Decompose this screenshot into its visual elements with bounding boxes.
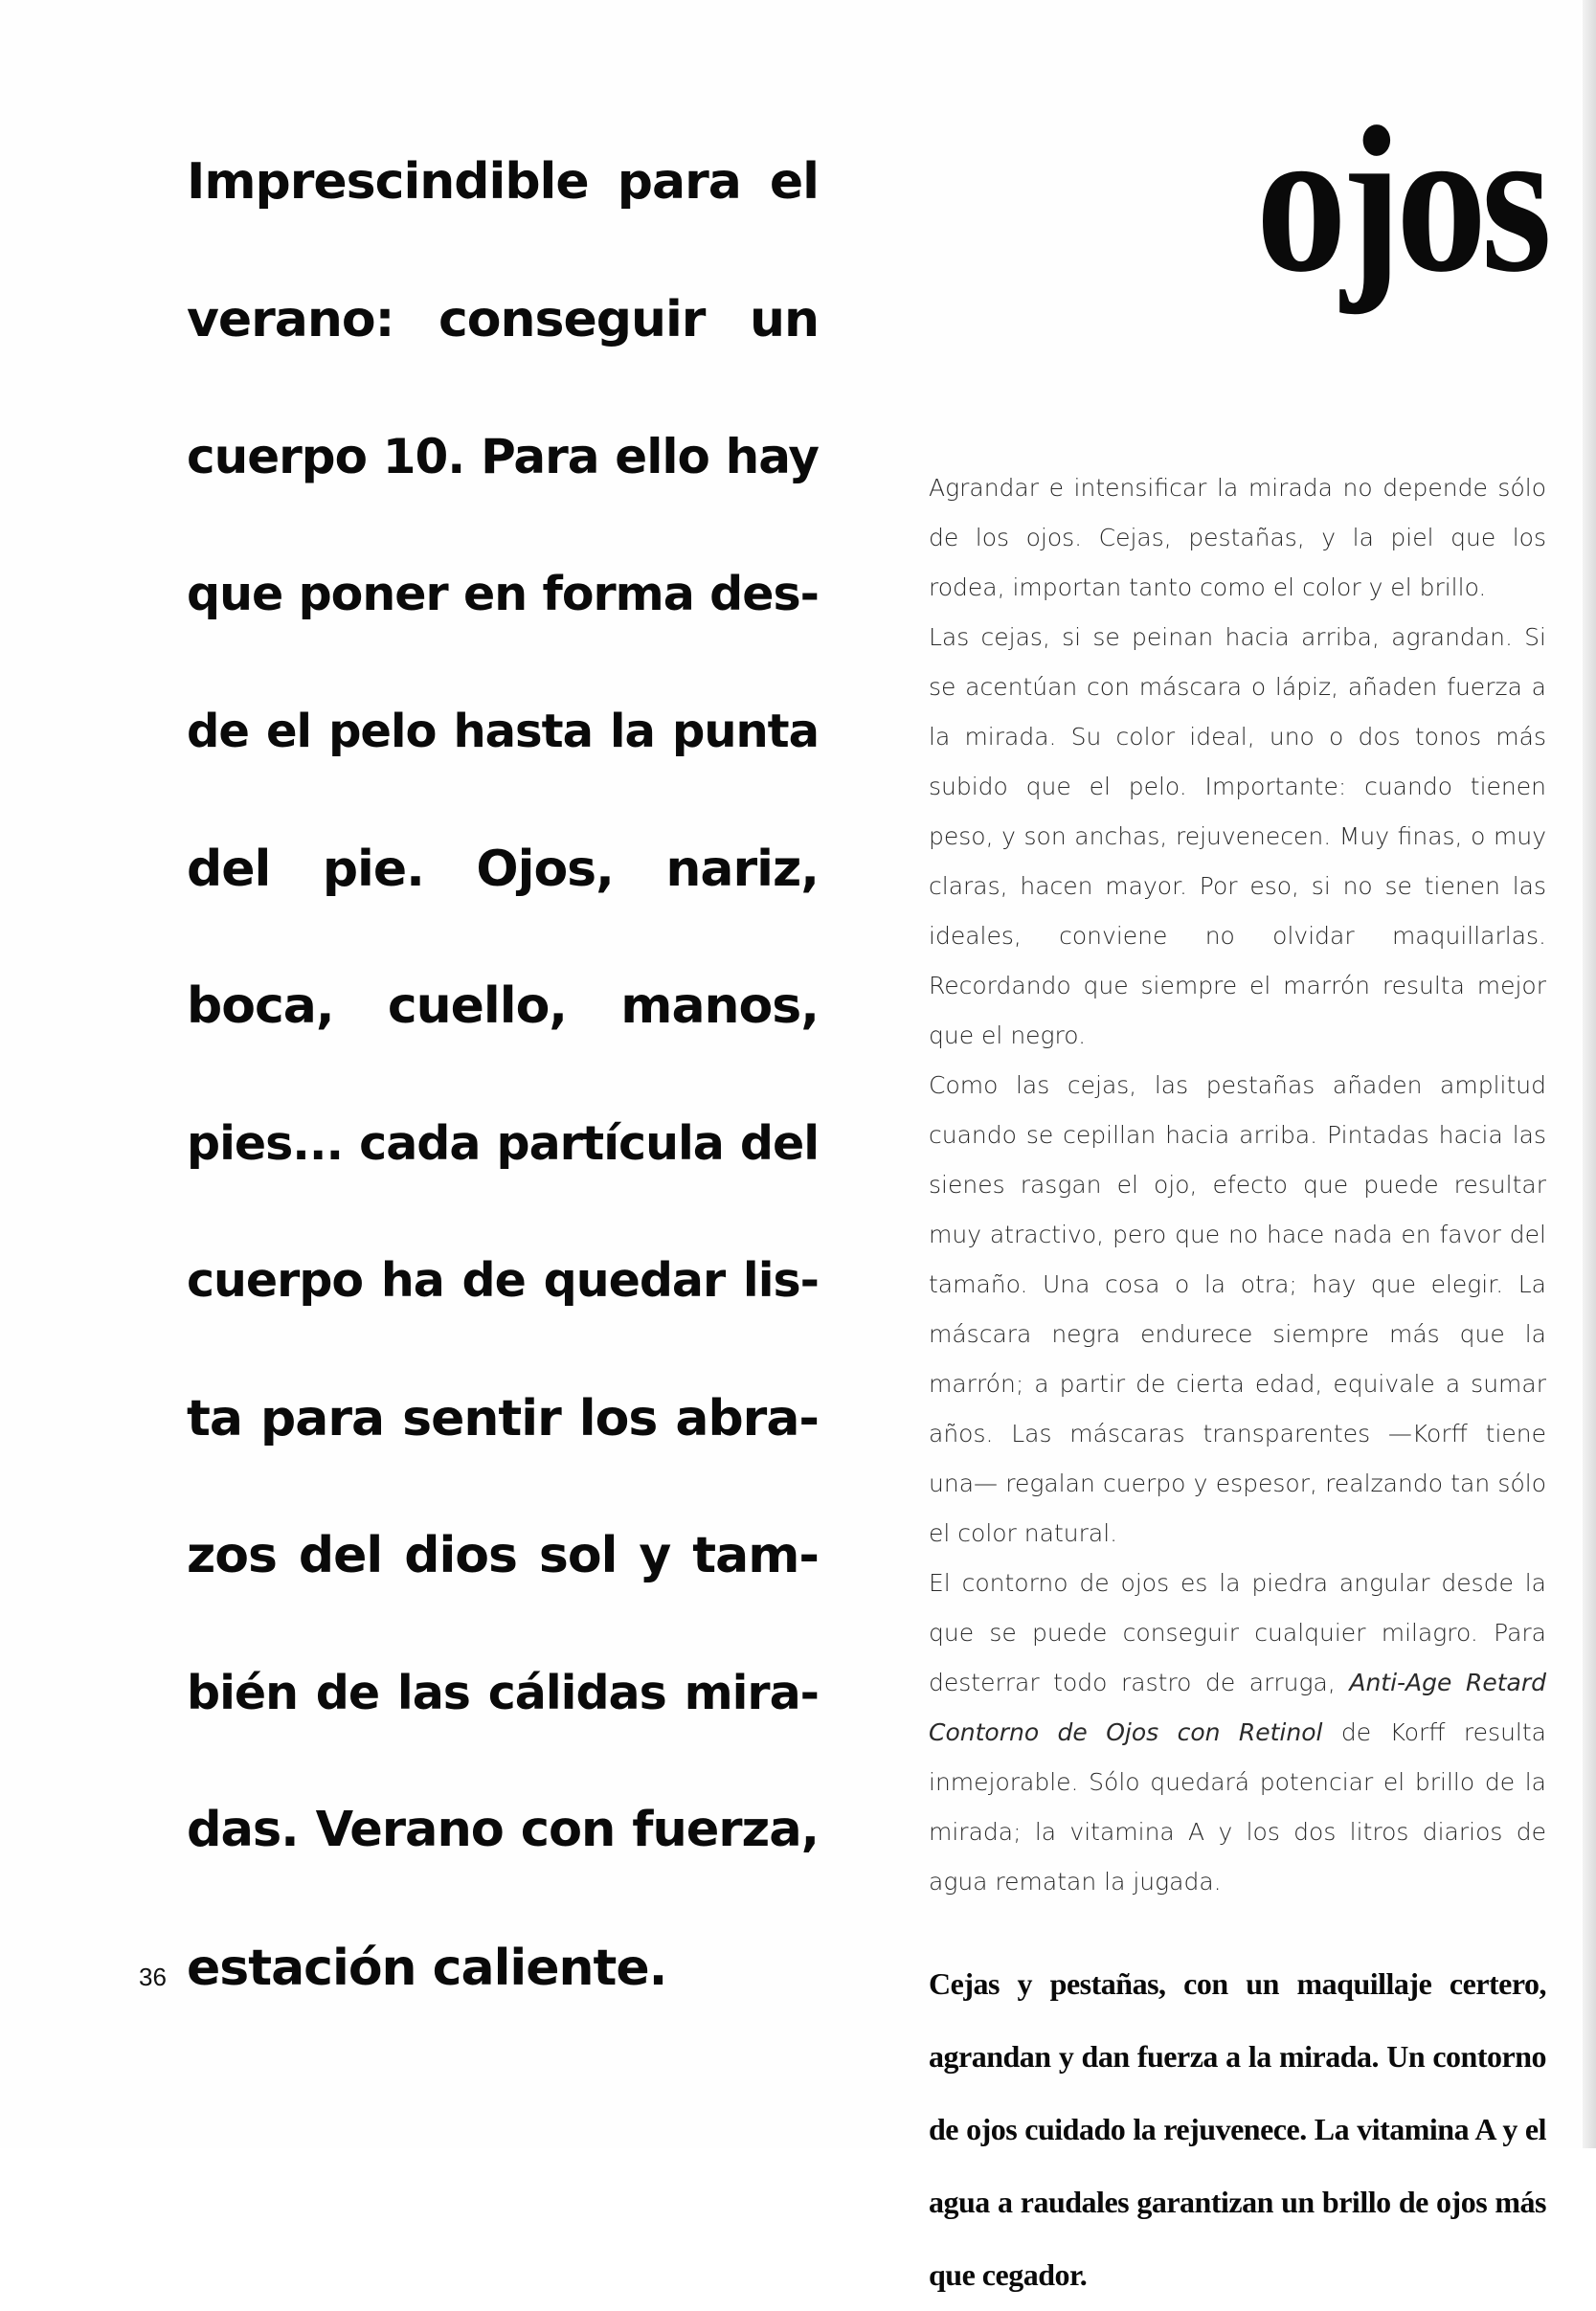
intro-line: verano: conseguir un [187,290,819,348]
article-body [929,463,1546,1907]
intro-line: que poner en forma des- [187,566,819,621]
page-number: 36 [139,1963,167,1991]
body-text: El contorno de ojos es la piedra angular desde la que se puede conseguir cualquier milagro. Para desterrar todo rastro de arruga, [929,1569,1546,1696]
product-name: Anti-Age Retard Contorno de Ojos con Retinol [929,1669,1546,1746]
body-paragraph: Agrandar e intensificar la mirada no depende sólo de los ojos. Cejas, pestañas, y la piel que los rodea, importan tanto como el color y el brillo. [929,474,1546,601]
intro-line: estación caliente. [187,1939,667,1997]
intro-line: boca, cuello, manos, [187,977,819,1035]
intro-line: del pie. Ojos, nariz, [187,840,819,898]
page-edge-shadow [1583,0,1596,2148]
body-paragraph: Las cejas, si se peinan hacia arriba, agrandan. Si se acentúan con máscara o lápiz, añaden fuerza a la mirada. Su color ideal, uno o dos tonos más subido que el pelo. Importante: cuando tienen peso, y son anchas, rejuvenecen. Muy finas, o muy claras, hacen mayor. Por eso, si no se tienen las ideales, conviene no olvidar maquillarlas. Recordando que siempre el marrón resulta mejor que el negro. [929,623,1546,1049]
summary-text: Cejas y pestañas, con un maquillaje certero, agrandan y dan fuerza a la mirada. Un contorno de ojos cuidado la rejuvenece. La vitamina A y el agua a raudales garantizan un brillo de ojos más que cegador. [929,1966,1546,2292]
intro-column [187,134,819,2057]
intro-line: cuerpo ha de quedar lis- [187,1253,819,1308]
intro-line: de el pelo hasta la punta [187,705,819,758]
intro-line: Imprescindible para el [187,153,819,211]
intro-line: ta para sentir los abra- [187,1389,819,1447]
intro-line: cuerpo 10. Para ello hay [187,429,819,484]
intro-line: das. Verano con fuerza, [187,1802,819,1858]
body-text: de Korff resulta inmejorable. Sólo quedará potenciar el brillo de la mirada; la vitamina A y los dos litros diarios de agua rematan la jugada. [929,1718,1546,1896]
body-paragraph [929,1559,1546,1907]
article-title: ojos [1255,84,1546,316]
article-column [929,84,1546,2311]
intro-line: zos del dios sol y tam- [187,1527,819,1584]
intro-line: bién de las cálidas mira- [187,1665,819,1720]
article-summary [929,1947,1546,2311]
intro-line: pies... cada partícula del [187,1115,819,1171]
body-paragraph: Como las cejas, las pestañas añaden amplitud cuando se cepillan hacia arriba. Pintadas hacia las sienes rasgan el ojo, efecto que puede resultar muy atractivo, pero que no hace nada en favor del tamaño. Una cosa o la otra; hay que elegir. La máscara negra endurece siempre más que la marrón; a partir de cierta edad, equivale a sumar años. Las máscaras transparentes —Korff tiene una— regalan cuerpo y espesor, realzando tan sólo el color natural. [929,1071,1546,1547]
